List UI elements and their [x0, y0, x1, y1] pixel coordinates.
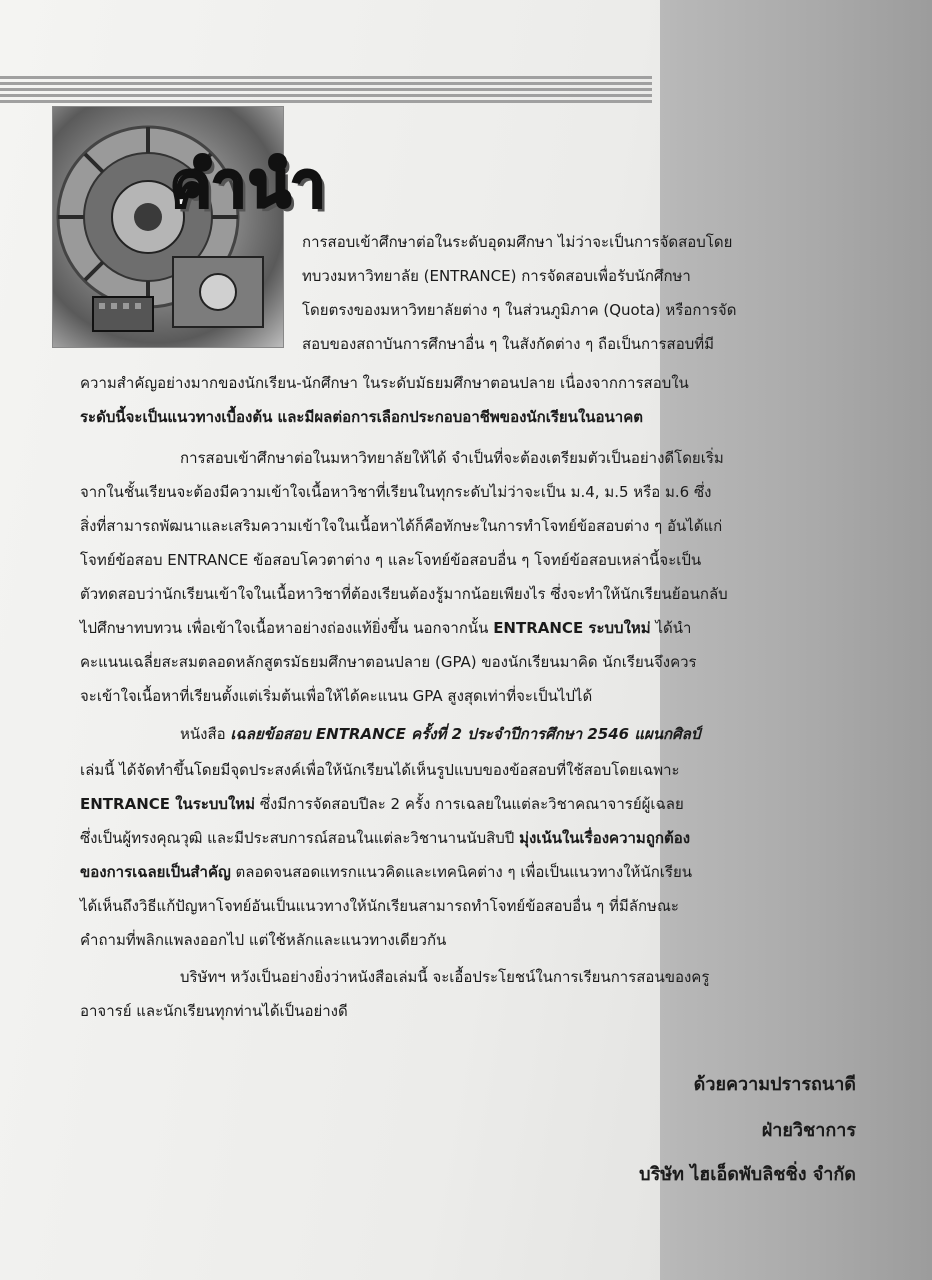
decorative-rule — [0, 82, 652, 85]
paragraph-line — [80, 793, 684, 815]
paragraph-line: เล่มนี้ ได้จัดทำขึ้นโดยมีจุดประสงค์เพื่อให้นักเรียนได้เห็นรูปแบบของข้อสอบที่ใช้สอบโดยเฉพาะ — [80, 761, 680, 779]
text-run: ซึ่งเป็นผู้ทรงคุณวุฒิ และมีประสบการณ์สอนในแต่ละวิชานานนับสิบปี — [80, 829, 520, 847]
emphasis-text: ENTRANCE ในระบบใหม่ — [80, 795, 256, 813]
text-run: ซึ่งมีการจัดสอบปีละ 2 ครั้ง การเฉลยในแต่ละวิชาคณาจารย์ผู้เฉลย — [255, 795, 684, 813]
emphasis-text: ของการเฉลยเป็นสำคัญ — [80, 863, 231, 881]
paragraph-line: ตัวทดสอบว่านักเรียนเข้าใจในเนื้อหาวิชาที่ต้องเรียนต้องรู้มากน้อยเพียงไร ซึ่งจะทำให้นักเรียนย้อนกลับ — [80, 585, 728, 603]
book-title-text: เฉลยข้อสอบ ENTRANCE ครั้งที่ 2 ประจำปีการศึกษา 2546 แผนกศิลป์ — [230, 725, 701, 743]
paragraph-line: สิ่งที่สามารถพัฒนาและเสริมความเข้าใจในเนื้อหาได้ก็คือทักษะในการทำโจทย์ข้อสอบต่าง ๆ อันได้แก่ — [80, 517, 723, 535]
paragraph-line: โดยตรงของมหาวิทยาลัยต่าง ๆ ในส่วนภูมิภาค (Quota) หรือการจัด — [302, 301, 737, 319]
paragraph-line: โจทย์ข้อสอบ ENTRANCE ข้อสอบโควตาต่าง ๆ และโจทย์ข้อสอบอื่น ๆ โจทย์ข้อสอบเหล่านี้จะเป็น — [80, 551, 702, 569]
paragraph-line: ทบวงมหาวิทยาลัย (ENTRANCE) การจัดสอบเพื่อรับนักศึกษา — [302, 267, 691, 285]
paragraph-line: ความสำคัญอย่างมากของนักเรียน-นักศึกษา ในระดับมัธยมศึกษาตอนปลาย เนื่องจากการสอบใน — [80, 374, 689, 392]
decorative-rule — [0, 100, 652, 103]
paragraph-line — [80, 827, 690, 849]
emphasis-text: ENTRANCE ระบบใหม่ — [493, 619, 651, 637]
signature-company: บริษัท ไฮเอ็ดพับลิชชิ่ง จำกัด — [639, 1164, 856, 1185]
decorative-rule — [0, 88, 652, 91]
paragraph-line: บริษัทฯ หวังเป็นอย่างยิ่งว่าหนังสือเล่มนี้ จะเอื้อประโยชน์ในการเรียนการสอนของครู — [180, 968, 710, 986]
text-run: ได้นำ — [650, 619, 692, 637]
paragraph-line: จะเข้าใจเนื้อหาที่เรียนตั้งแต่เริ่มต้นเพื่อให้ได้คะแนน GPA สูงสุดเท่าที่จะเป็นไปได้ — [80, 687, 593, 705]
heading-banner-image — [52, 106, 284, 348]
decorative-rule — [0, 94, 652, 97]
paragraph-line: คะแนนเฉลี่ยสะสมตลอดหลักสูตรมัธยมศึกษาตอนปลาย (GPA) ของนักเรียนมาคิด นักเรียนจึงควร — [80, 653, 697, 671]
paragraph-line: การสอบเข้าศึกษาต่อในระดับอุดมศึกษา ไม่ว่าจะเป็นการจัดสอบโดย — [302, 233, 733, 251]
text-run: ตลอดจนสอดแทรกแนวคิดและเทคนิคต่าง ๆ เพื่อเป็นแนวทางให้นักเรียน — [230, 863, 693, 881]
paragraph-line — [80, 861, 692, 883]
paragraph-line: คำถามที่พลิกแพลงออกไป แต่ใช้หลักและแนวทางเดียวกัน — [80, 931, 447, 949]
paragraph-line: อาจารย์ และนักเรียนทุกท่านได้เป็นอย่างดี — [80, 1002, 348, 1020]
signature-department: ฝ่ายวิชาการ — [761, 1120, 856, 1141]
decorative-rule — [0, 76, 652, 79]
paragraph-line: การสอบเข้าศึกษาต่อในมหาวิทยาลัยให้ได้ จำเป็นที่จะต้องเตรียมตัวเป็นอย่างดีโดยเริ่ม — [180, 449, 724, 467]
emphasis-text: มุ่งเน้นในเรื่องความถูกต้อง — [519, 829, 691, 847]
signature-closing: ด้วยความปรารถนาดี — [693, 1074, 856, 1095]
paragraph-line — [180, 723, 700, 745]
machinery-illustration-icon — [53, 107, 283, 347]
paragraph-line: จากในชั้นเรียนจะต้องมีความเข้าใจเนื้อหาวิชาที่เรียนในทุกระดับไม่ว่าจะเป็น ม.4, ม.5 หรือ ม.6 ซึ่ง — [80, 483, 712, 501]
paragraph-line: ระดับนี้จะเป็นแนวทางเบื้องต้น และมีผลต่อการเลือกประกอบอาชีพของนักเรียนในอนาคต — [80, 408, 643, 426]
text-run: หนังสือ — [180, 725, 231, 743]
text-run: ไปศึกษาทบทวน เพื่อเข้าใจเนื้อหาอย่างถ่องแท้ยิ่งขึ้น นอกจากนั้น — [80, 619, 494, 637]
page-title: คำนำ — [170, 148, 328, 221]
paragraph-line — [80, 617, 691, 639]
paragraph-line: สอบของสถาบันการศึกษาอื่น ๆ ในสังกัดต่าง ๆ ถือเป็นการสอบที่มี — [302, 335, 715, 353]
paragraph-line: ได้เห็นถึงวิธีแก้ปัญหาโจทย์อันเป็นแนวทางให้นักเรียนสามารถทำโจทย์ข้อสอบอื่น ๆ ที่มีลักษณะ — [80, 897, 679, 915]
